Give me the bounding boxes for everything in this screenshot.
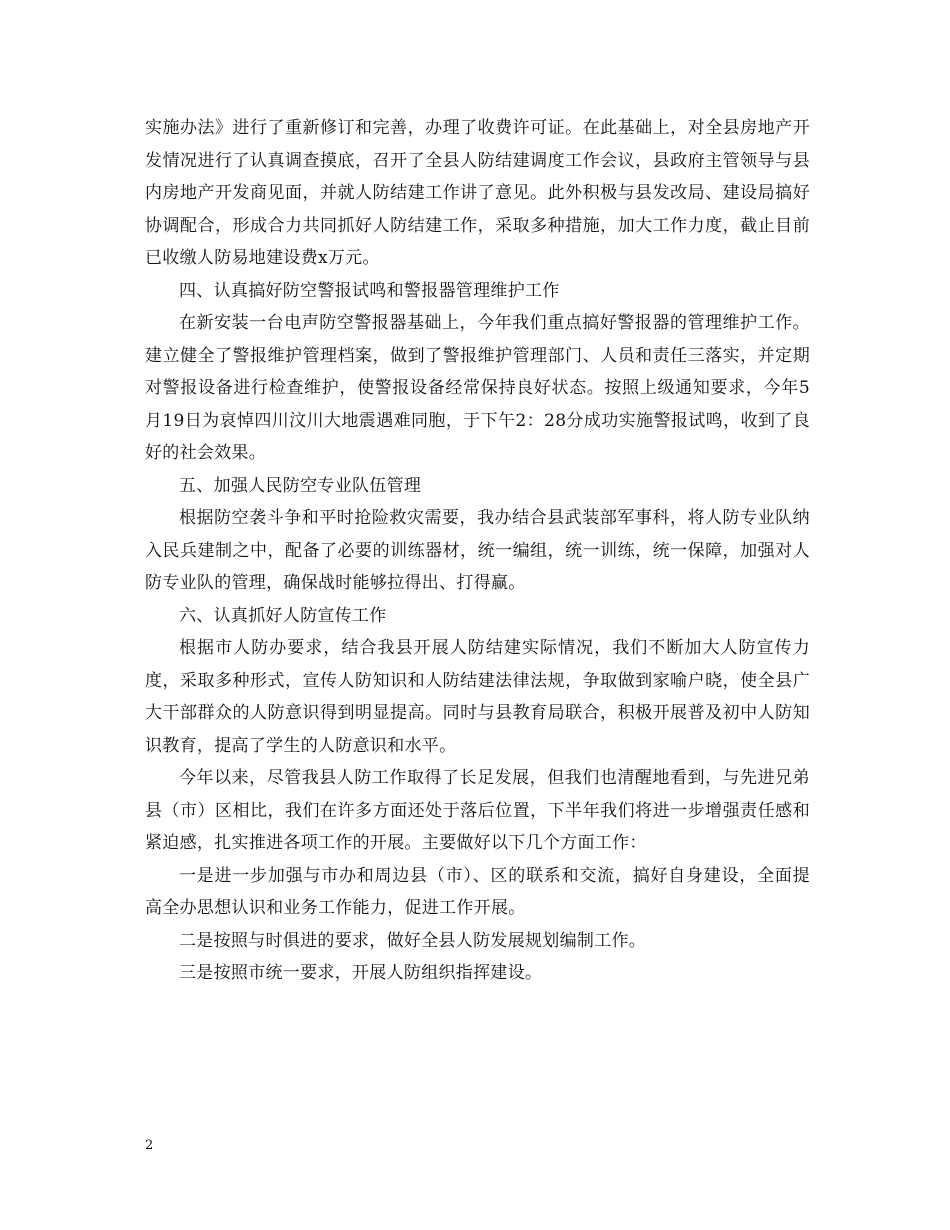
paragraph-plan-1: 一是进一步加强与市办和周边县（市）、区的联系和交流，搞好自身建设，全面提高全办思想认识和业务工作能力，促进工作开展。 bbox=[145, 865, 810, 918]
paragraph-continuation: 实施办法》进行了重新修订和完善，办理了收费许可证。在此基础上，对全县房地产开发情况进行了认真调查摸底，召开了全县人防结建调度工作会议，县政府主管领导与县内房地产开发商见面，并就人防结建工作讲了意见。此外积极与县发改局、建设局搞好协调配合，形成合力共同抓好人防结建工作，采取多种措施，加大工作力度，截止目前已收缴人防易地建设费x万元。 bbox=[145, 118, 810, 268]
section-heading-6: 六、认真抓好人防宣传工作 bbox=[179, 605, 387, 626]
document-body bbox=[145, 112, 810, 990]
section-heading-5: 五、加强人民防空专业队伍管理 bbox=[179, 475, 422, 496]
page-number: 2 bbox=[145, 1138, 154, 1153]
paragraph-team: 根据防空袭斗争和平时抢险救灾需要，我办结合县武装部军事科，将人防专业队纳入民兵建制之中，配备了必要的训练器材，统一编组，统一训练，统一保障，加强对人防专业队的管理，确保战时能够拉得出、打得赢。 bbox=[145, 508, 810, 593]
paragraph-plan-3: 三是按照市统一要求，开展人防组织指挥建设。 bbox=[179, 963, 543, 983]
paragraph-publicity: 根据市人防办要求，结合我县开展人防结建实际情况，我们不断加大人防宣传力度，采取多种形式，宣传人防知识和人防结建法律法规，争取做到家喻户晓，使全县广大干部群众的人防意识得到明显提高。同时与县教育局联合，积极开展普及初中人防知识教育，提高了学生的人防意识和水平。 bbox=[145, 638, 810, 756]
paragraph-summary: 今年以来，尽管我县人防工作取得了长足发展，但我们也清醒地看到，与先进兄弟县（市）区相比，我们在许多方面还处于落后位置，下半年我们将进一步增强责任感和紧迫感，扎实推进各项工作的开展。主要做好以下几个方面工作： bbox=[145, 768, 810, 853]
paragraph-plan-2: 二是按照与时俱进的要求，做好全县人防发展规划编制工作。 bbox=[179, 930, 647, 951]
section-heading-4: 四、认真搞好防空警报试鸣和警报器管理维护工作 bbox=[179, 280, 560, 301]
paragraph-alarm: 在新安装一台电声防空警报器基础上，今年我们重点搞好警报器的管理维护工作。建立健全了警报维护管理档案，做到了警报维护管理部门、人员和责任三落实，并定期对警报设备进行检查维护，使警报设备经常保持良好状态。按照上级通知要求，今年5月19日为哀悼四川汶川大地震遇难同胞，于下午2：28分成功实施警报试鸣，收到了良好的社会效果。 bbox=[145, 313, 810, 463]
